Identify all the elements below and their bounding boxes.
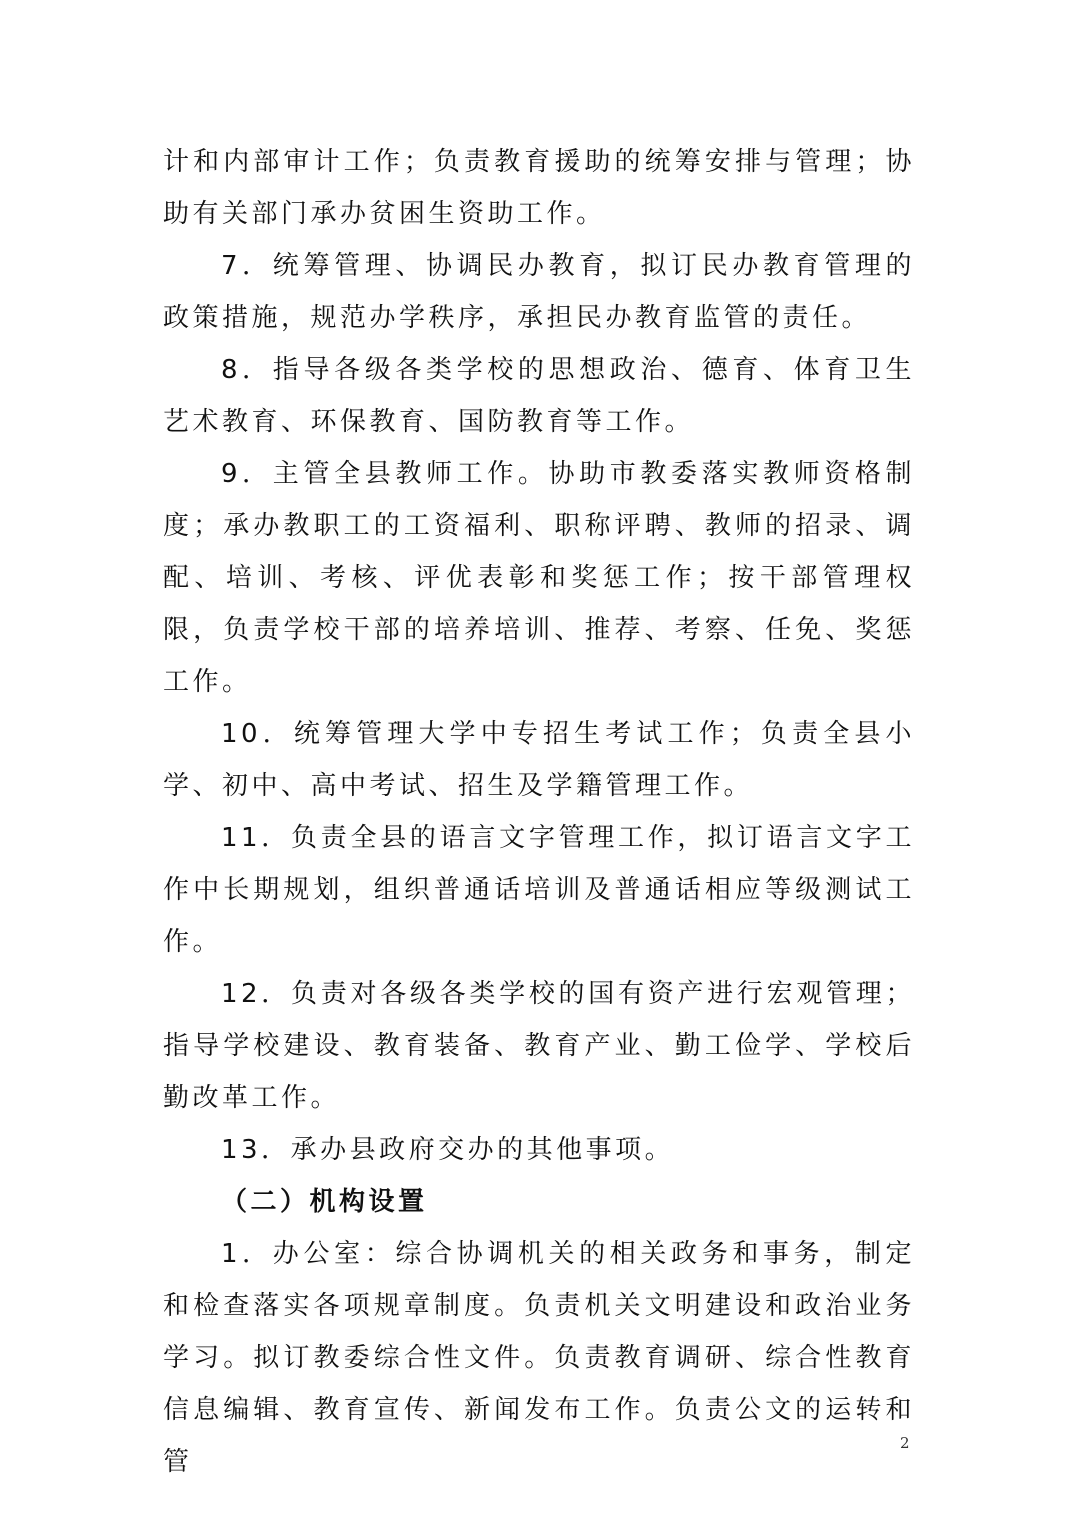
paragraph-office: 1．办公室：综合协调机关的相关政务和事务，制定和检查落实各项规章制度。负责机关文明建设和政治业务学习。拟订教委综合性文件。负责教育调研、综合性教育信息编辑、教育宣传、新闻发布工作。负责公文的运转和管	[163, 1239, 915, 1477]
body-text	[163, 136, 915, 1488]
paragraph-item-8: 8．指导各级各类学校的思想政治、德育、体育卫生艺术教育、环保教育、国防教育等工作。	[163, 355, 915, 437]
paragraph-item-10: 10．统筹管理大学中专招生考试工作；负责全县小学、初中、高中考试、招生及学籍管理工作。	[163, 719, 915, 801]
paragraph-continuation: 计和内部审计工作；负责教育援助的统筹安排与管理；协助有关部门承办贫困生资助工作。	[163, 147, 915, 229]
page-number: 2	[900, 1434, 910, 1452]
paragraph-item-12: 12．负责对各级各类学校的国有资产进行宏观管理；指导学校建设、教育装备、教育产业、勤工俭学、学校后勤改革工作。	[163, 979, 915, 1113]
paragraph-item-9: 9．主管全县教师工作。协助市教委落实教师资格制度；承办教职工的工资福利、职称评聘、教师的招录、调配、培训、考核、评优表彰和奖惩工作；按干部管理权限，负责学校干部的培养培训、推荐、考察、任免、奖惩工作。	[163, 459, 915, 697]
section-heading: （二）机构设置	[221, 1187, 428, 1217]
paragraph-item-13: 13．承办县政府交办的其他事项。	[221, 1135, 675, 1165]
paragraph-item-7: 7．统筹管理、协调民办教育，拟订民办教育管理的政策措施，规范办学秩序，承担民办教育监管的责任。	[163, 251, 915, 333]
paragraph-item-11: 11．负责全县的语言文字管理工作，拟订语言文字工作中长期规划，组织普通话培训及普通话相应等级测试工作。	[163, 823, 915, 957]
